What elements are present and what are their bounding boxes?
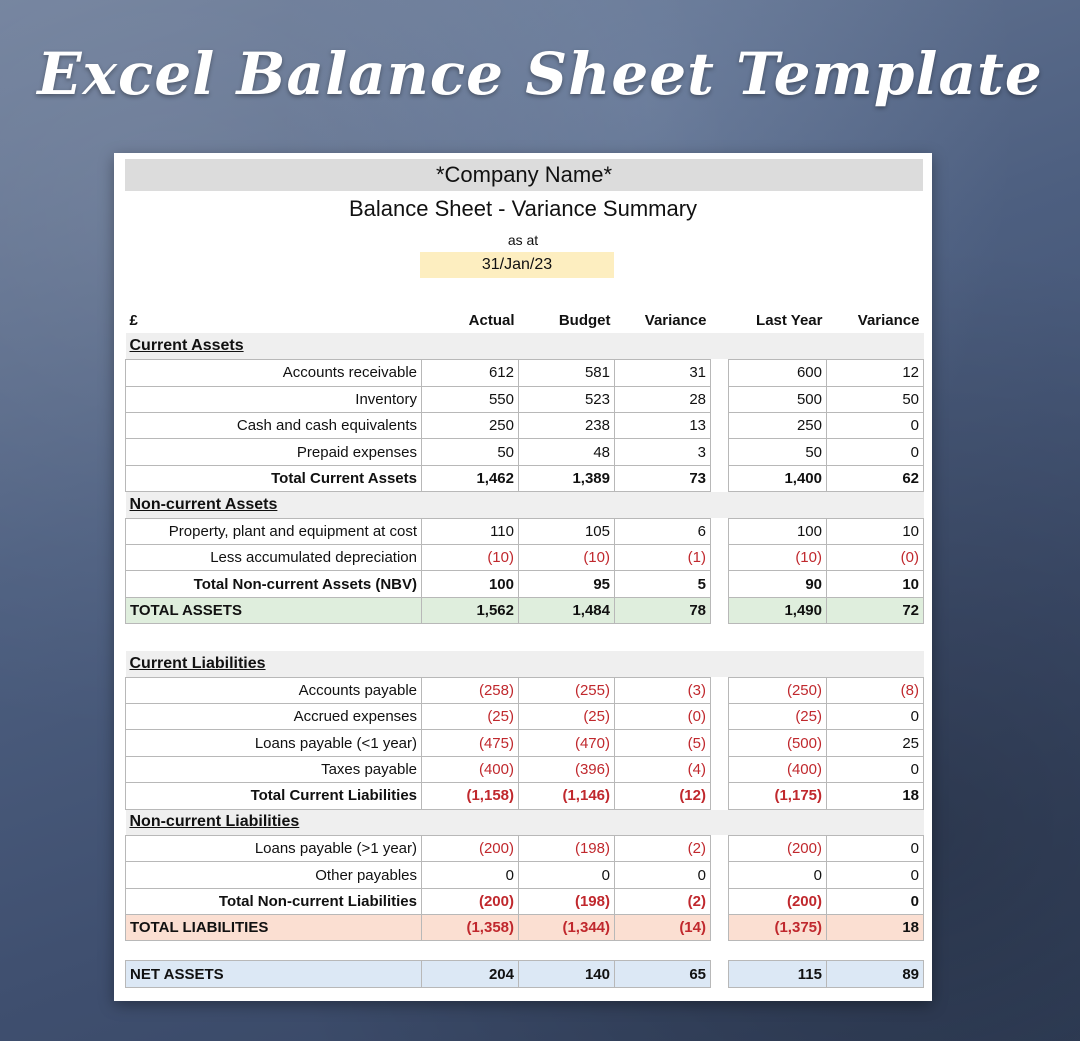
balance-sheet-body <box>126 307 924 987</box>
cell-last-year: 250 <box>729 413 827 439</box>
cell-variance: 13 <box>615 413 711 439</box>
cell-last-year: 50 <box>729 439 827 465</box>
table-row <box>126 862 924 888</box>
cell-variance: (2) <box>615 835 711 861</box>
column-gap <box>711 307 729 333</box>
table-row <box>126 756 924 782</box>
cell-variance: 78 <box>615 597 711 623</box>
cell-last-year: (10) <box>729 545 827 571</box>
cell-last-year: 90 <box>729 571 827 597</box>
row-label: Loans payable (<1 year) <box>126 730 422 756</box>
spacer-cell <box>126 624 924 651</box>
column-gap <box>711 518 729 544</box>
column-gap <box>711 703 729 729</box>
cell-budget: (1,146) <box>519 783 615 809</box>
cell-budget: 140 <box>519 961 615 987</box>
cell-actual: 100 <box>422 571 519 597</box>
row-label: Prepaid expenses <box>126 439 422 465</box>
cell-actual: (25) <box>422 703 519 729</box>
cell-budget: (25) <box>519 703 615 729</box>
cell-budget: 105 <box>519 518 615 544</box>
total-row <box>126 783 924 809</box>
cell-budget: 523 <box>519 386 615 412</box>
cell-last-year: 1,490 <box>729 597 827 623</box>
header-budget: Budget <box>558 311 611 329</box>
cell-variance: 65 <box>615 961 711 987</box>
cell-variance-ly: 18 <box>827 783 924 809</box>
section-title: Non-current Liabilities <box>126 809 924 835</box>
cell-variance-ly: 0 <box>827 835 924 861</box>
table-row <box>126 439 924 465</box>
table-row <box>126 518 924 544</box>
cell-actual: 110 <box>422 518 519 544</box>
company-name: *Company Name* <box>125 159 923 191</box>
column-header-row <box>126 307 924 333</box>
row-label: NET ASSETS <box>126 961 422 987</box>
page-headline: Excel Balance Sheet Template <box>37 40 1043 108</box>
cell-variance: 5 <box>615 571 711 597</box>
cell-last-year: 500 <box>729 386 827 412</box>
sheet-subtitle: Balance Sheet - Variance Summary <box>348 196 698 221</box>
cell-variance-ly: 18 <box>827 915 924 941</box>
cell-variance: (14) <box>615 915 711 941</box>
total-liabilities-row <box>126 915 924 941</box>
balance-sheet-table <box>125 307 924 988</box>
column-gap <box>711 571 729 597</box>
row-label: Total Current Assets <box>126 465 422 491</box>
row-label: Cash and cash equivalents <box>126 413 422 439</box>
as-at-label: as at <box>507 232 539 248</box>
table-row <box>126 360 924 386</box>
cell-variance: (4) <box>615 756 711 782</box>
cell-budget: 1,484 <box>519 597 615 623</box>
cell-last-year: (250) <box>729 677 827 703</box>
cell-variance-ly: 89 <box>827 961 924 987</box>
cell-variance: 28 <box>615 386 711 412</box>
row-label: Property, plant and equipment at cost <box>126 518 422 544</box>
column-gap <box>711 465 729 491</box>
cell-last-year: (25) <box>729 703 827 729</box>
row-label: Accounts receivable <box>126 360 422 386</box>
cell-variance-ly: 0 <box>827 756 924 782</box>
row-label: Total Current Liabilities <box>126 783 422 809</box>
cell-variance-ly: 0 <box>827 862 924 888</box>
section-title: Non-current Assets <box>126 492 924 518</box>
cell-actual: 250 <box>422 413 519 439</box>
column-gap <box>711 597 729 623</box>
column-gap <box>711 386 729 412</box>
cell-last-year: (1,375) <box>729 915 827 941</box>
column-gap <box>711 783 729 809</box>
section-title: Current Assets <box>126 333 924 359</box>
cell-variance-ly: 72 <box>827 597 924 623</box>
row-label: Total Non-current Liabilities <box>126 888 422 914</box>
cell-actual: (1,158) <box>422 783 519 809</box>
cell-budget: (198) <box>519 835 615 861</box>
cell-budget: (10) <box>519 545 615 571</box>
cell-actual: (258) <box>422 677 519 703</box>
cell-variance-ly: (0) <box>827 545 924 571</box>
cell-variance-ly: 0 <box>827 888 924 914</box>
table-row <box>126 703 924 729</box>
cell-variance: (5) <box>615 730 711 756</box>
row-label: Loans payable (>1 year) <box>126 835 422 861</box>
cell-last-year: (200) <box>729 835 827 861</box>
header-variance-ly: Variance <box>857 311 920 329</box>
cell-last-year: (500) <box>729 730 827 756</box>
net-assets-row <box>126 961 924 987</box>
cell-variance: (1) <box>615 545 711 571</box>
cell-variance: 3 <box>615 439 711 465</box>
currency-header: £ <box>129 311 138 329</box>
column-gap <box>711 413 729 439</box>
column-gap <box>711 439 729 465</box>
cell-budget: (396) <box>519 756 615 782</box>
cell-actual: 50 <box>422 439 519 465</box>
cell-last-year: 115 <box>729 961 827 987</box>
cell-budget: 581 <box>519 360 615 386</box>
spacer-cell <box>126 941 924 961</box>
cell-last-year: 1,400 <box>729 465 827 491</box>
cell-actual: (10) <box>422 545 519 571</box>
column-gap <box>711 677 729 703</box>
cell-actual: 1,562 <box>422 597 519 623</box>
cell-actual: (200) <box>422 835 519 861</box>
cell-variance-ly: 0 <box>827 413 924 439</box>
table-row <box>126 730 924 756</box>
cell-actual: (200) <box>422 888 519 914</box>
cell-variance-ly: 50 <box>827 386 924 412</box>
column-gap <box>711 862 729 888</box>
row-label: TOTAL ASSETS <box>126 597 422 623</box>
cell-budget: 1,389 <box>519 465 615 491</box>
cell-variance: 73 <box>615 465 711 491</box>
spacer-row <box>126 624 924 651</box>
row-label: Inventory <box>126 386 422 412</box>
cell-budget: 238 <box>519 413 615 439</box>
cell-variance: (2) <box>615 888 711 914</box>
cell-actual: 1,462 <box>422 465 519 491</box>
table-row <box>126 545 924 571</box>
spacer-row <box>126 941 924 961</box>
section-header-noncurrent-liabilities <box>126 809 924 835</box>
cell-variance: (12) <box>615 783 711 809</box>
cell-variance: (3) <box>615 677 711 703</box>
cell-budget: (255) <box>519 677 615 703</box>
cell-last-year: 600 <box>729 360 827 386</box>
cell-budget: (470) <box>519 730 615 756</box>
cell-last-year: (1,175) <box>729 783 827 809</box>
cell-actual: (1,358) <box>422 915 519 941</box>
row-label: Less accumulated depreciation <box>126 545 422 571</box>
column-gap <box>711 835 729 861</box>
table-row <box>126 835 924 861</box>
section-header-current-liabilities <box>126 651 924 677</box>
cell-last-year: (200) <box>729 888 827 914</box>
total-row <box>126 571 924 597</box>
cell-variance: 31 <box>615 360 711 386</box>
total-assets-row <box>126 597 924 623</box>
section-header-noncurrent-assets <box>126 492 924 518</box>
total-row <box>126 465 924 491</box>
cell-variance-ly: 10 <box>827 518 924 544</box>
row-label: Accounts payable <box>126 677 422 703</box>
header-variance: Variance <box>644 311 707 329</box>
cell-variance: 0 <box>615 862 711 888</box>
column-gap <box>711 915 729 941</box>
cell-variance-ly: 0 <box>827 703 924 729</box>
cell-variance-ly: 12 <box>827 360 924 386</box>
header-last-year: Last Year <box>756 311 823 329</box>
row-label: TOTAL LIABILITIES <box>126 915 422 941</box>
section-header-current-assets <box>126 333 924 359</box>
column-gap <box>711 756 729 782</box>
table-row <box>126 677 924 703</box>
cell-variance-ly: 0 <box>827 439 924 465</box>
cell-actual: 0 <box>422 862 519 888</box>
cell-budget: (1,344) <box>519 915 615 941</box>
row-label: Accrued expenses <box>126 703 422 729</box>
row-label: Taxes payable <box>126 756 422 782</box>
cell-actual: (400) <box>422 756 519 782</box>
cell-actual: 612 <box>422 360 519 386</box>
table-row <box>126 386 924 412</box>
section-title: Current Liabilities <box>126 651 924 677</box>
cell-actual: 204 <box>422 961 519 987</box>
column-gap <box>711 888 729 914</box>
row-label: Other payables <box>126 862 422 888</box>
column-gap <box>711 961 729 987</box>
cell-budget: 0 <box>519 862 615 888</box>
cell-last-year: (400) <box>729 756 827 782</box>
total-row <box>126 888 924 914</box>
table-row <box>126 413 924 439</box>
cell-actual: (475) <box>422 730 519 756</box>
row-label: Total Non-current Assets (NBV) <box>126 571 422 597</box>
cell-budget: (198) <box>519 888 615 914</box>
column-gap <box>711 730 729 756</box>
header-actual: Actual <box>468 311 515 329</box>
cell-last-year: 100 <box>729 518 827 544</box>
column-gap <box>711 360 729 386</box>
report-date: 31/Jan/23 <box>420 252 614 278</box>
cell-budget: 48 <box>519 439 615 465</box>
cell-variance-ly: 25 <box>827 730 924 756</box>
cell-last-year: 0 <box>729 862 827 888</box>
cell-variance-ly: (8) <box>827 677 924 703</box>
cell-variance: (0) <box>615 703 711 729</box>
balance-sheet <box>114 153 932 1001</box>
cell-actual: 550 <box>422 386 519 412</box>
cell-budget: 95 <box>519 571 615 597</box>
column-gap <box>711 545 729 571</box>
cell-variance-ly: 10 <box>827 571 924 597</box>
cell-variance-ly: 62 <box>827 465 924 491</box>
cell-variance: 6 <box>615 518 711 544</box>
